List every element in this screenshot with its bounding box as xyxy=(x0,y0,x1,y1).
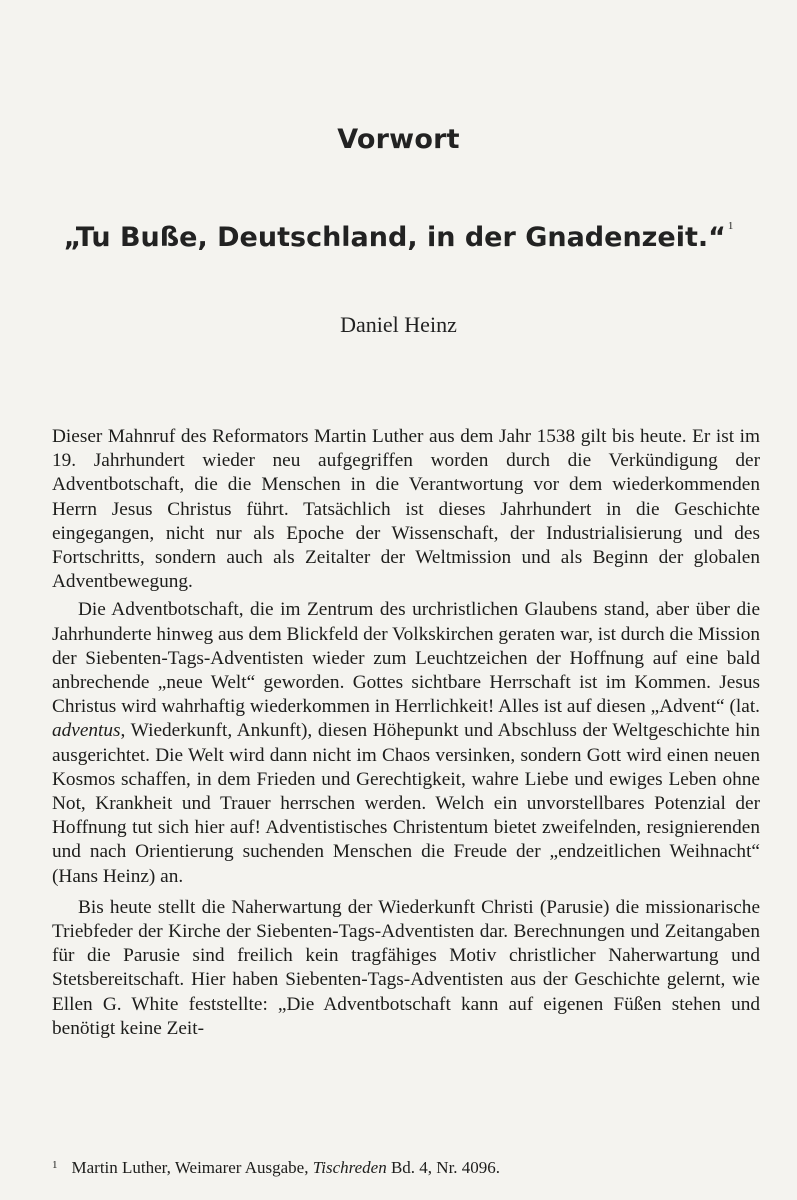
footnote-number: 1 xyxy=(52,1159,58,1171)
body-text xyxy=(52,425,760,1041)
footnote-work-title: Tischreden xyxy=(312,1158,387,1177)
chapter-title xyxy=(0,222,797,253)
paragraph-2-part-a: Die Adventbotschaft, die im Zentrum des urchristlichen Glaubens stand, aber über die Jahrhunderte hinweg aus dem Blickfeld der Volkskirchen geraten war, ist durch die Mission der Siebenten-Tags-Adventisten wieder zum Leuchtzeichen der Hoffnung auf eine bald anbrechende „neue Welt“ geworden. Gottes sichtbare Herrschaft ist im Kommen. Jesus Christus wird wahrhaftig wiederkommen in Herrlichkeit! Alles ist auf diesen „Advent“ (lat. xyxy=(52,599,761,718)
footnote-text-a: Martin Luther, Weimarer Ausgabe, xyxy=(71,1158,313,1177)
chapter-title-text: „Tu Buße, Deutschland, in der Gnadenzeit.“ xyxy=(63,222,726,253)
paragraph-2-part-b: , Wiederkunft, Ankunft), diesen Höhepunkt und Abschluss der Weltgeschichte hin ausgerichtet. Die Welt wird dann nicht im Chaos versinken, sondern Gott wird einen neuen Kosmos schaffen, in dem Frieden und Gerechtigkeit, wahre Liebe und ewiges Leben ohne Not, Krankheit und Trauer herrschen werden. Welch ein unvorstellbares Potenzial der Hoffnung tut sich hier auf! Adventistisches Christentum bietet zweifelnden, resignierenden und nach Orientierung suchenden Menschen die Freude der „endzeitlichen Weihnacht“ (Hans Heinz) an. xyxy=(52,720,760,887)
footnote-text-b: Bd. 4, Nr. 4096. xyxy=(386,1158,501,1177)
paragraph-1: Dieser Mahnruf des Reformators Martin Luther aus dem Jahr 1538 gilt bis heute. Er ist im 19. Jahrhundert wieder neu aufgegriffen worden durch die Verkündigung der Adventbotschaft, die die Menschen in die Verantwortung vor dem wiederkommenden Herrn Jesus Christus führt. Tatsächlich ist dieses Jahrhundert in die Geschichte eingegangen, nicht nur als Epoche der Wissenschaft, der Industrialisierung und des Fortschritts, sondern auch als Zeitalter der Weltmission und als Beginn der globalen Adventbewegung. xyxy=(52,426,760,593)
paragraph-3: Bis heute stellt die Naherwartung der Wiederkunft Christi (Parusie) die missionarische Triebfeder der Kirche der Siebenten-Tags-Adventisten dar. Berechnungen und Zeitangaben für die Parusie sind freilich kein tragfähiges Motiv christlicher Naherwartung und Stetsbereitschaft. Hier haben Siebenten-Tags-Adventisten aus der Geschichte gelernt, wie Ellen G. White feststellte: „Die Adventbotschaft kann auf eigenen Füßen stehen und benötigt keine Zeit- xyxy=(52,896,760,1039)
footnote-ref: 1 xyxy=(727,220,734,232)
paragraph-2 xyxy=(52,598,760,888)
footnote xyxy=(52,1158,760,1178)
paragraph-2-latin-term: adventus xyxy=(52,720,121,742)
author-name: Daniel Heinz xyxy=(340,312,457,337)
chapter-heading: Vorwort xyxy=(337,124,460,155)
